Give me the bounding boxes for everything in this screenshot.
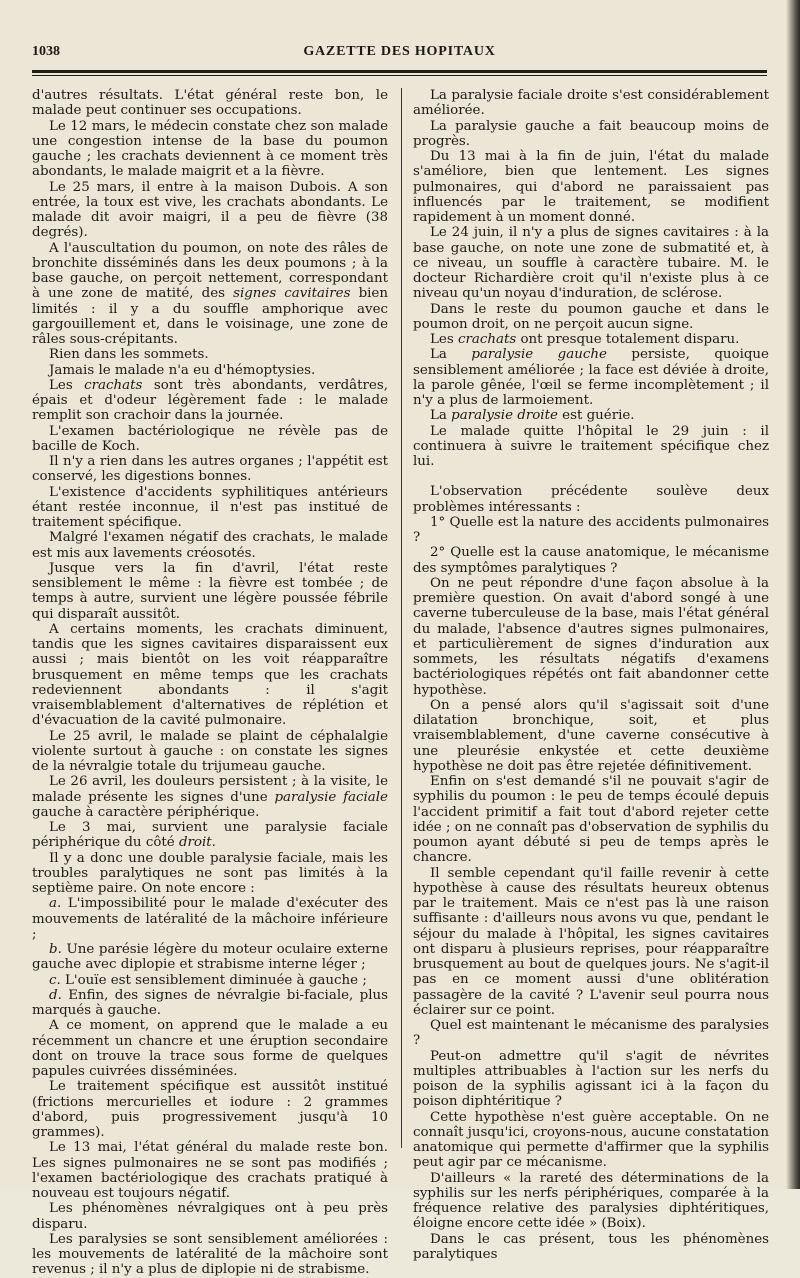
paragraph <box>32 896 388 942</box>
paragraph <box>32 180 388 241</box>
paragraph <box>413 332 769 347</box>
paragraph <box>32 363 388 378</box>
paragraph <box>32 241 388 348</box>
paragraph <box>32 485 388 531</box>
right-column <box>413 88 769 1262</box>
paragraph <box>32 454 388 485</box>
italic-text: crachats <box>457 332 517 347</box>
text-run: Le malade quitte l'hôpital le 29 juin : il continuera à suivre le traitement spécifique chez lui. <box>413 423 769 469</box>
left-column <box>32 88 388 1278</box>
paragraph <box>32 1201 388 1232</box>
paragraph <box>32 973 388 988</box>
text-run: D'ailleurs « la rareté des déterminations de la syphilis sur les nerfs périphériques, comparée à la fréquence relative des paralysies diphtéritiques, éloigne encore cette idée » (Boix). <box>413 1170 769 1232</box>
text-run: Le 13 mai, l'état général du malade reste bon. Les signes pulmonaires ne se sont pas modifiés ; l'examen bactériologique des crachats pratiqué à nouveau est toujours négatif. <box>32 1140 388 1201</box>
paragraph <box>32 378 388 424</box>
paragraph <box>32 1140 388 1201</box>
text-run: ont presque totalement disparu. <box>516 332 740 347</box>
paragraph <box>413 302 769 333</box>
text-run: Le 12 mars, le médecin constate chez son malade une congestion intense de la base du poumon gauche ; les crachats deviennent à ce moment très abondants, le malade maigrit et a la fièvre. <box>32 118 388 180</box>
paragraph <box>413 1232 769 1263</box>
paragraph <box>32 1232 388 1278</box>
text-run: Jusque vers la fin d'avril, l'état reste sensiblement le même : la fièvre est tombée ; de temps à autre, survient une légère poussée fébrile qui disparaît aussitôt. <box>32 560 388 622</box>
text-run: Enfin on s'est demandé s'il ne pouvait s'agir de syphilis du poumon : le peu de temps écoulé depuis l'accident primitif a fait tout d'abord rejeter cette idée ; on ne connaît pas d'observation de syphilis du poumon ayant débuté si peu de temps après le chancre. <box>413 774 769 866</box>
italic-text: b. <box>49 942 62 957</box>
italic-text: droit. <box>178 835 216 851</box>
paragraph <box>413 1110 769 1171</box>
paragraph <box>413 1018 769 1049</box>
paragraph <box>32 820 388 851</box>
text-run: Le 24 juin, il n'y a plus de signes cavitaires : à la base gauche, on note une zone de submatité et, à ce niveau, un souffle à caractère tubaire. M. le docteur Richardière croit qu'il n'existe plus à ce niveau qu'un noyau d'induration, de sclérose. <box>413 225 769 302</box>
paragraph <box>413 408 769 423</box>
text-run: Dans le cas présent, tous les phénomènes paralytiques <box>413 1231 769 1262</box>
text-run: La paralysie gauche a fait beaucoup moins de progrès. <box>413 118 769 149</box>
paragraph <box>32 988 388 1019</box>
paragraph <box>32 942 388 973</box>
text-run: Il semble cependant qu'il faille revenir à cette hypothèse à cause des résultats heureux obtenus par le traitement. Mais ce n'est pas là une raison suffisante : d'ailleurs nous avons vu que, pendant le séjour du malade à l'hôpital, les signes cavitaires ont disparu à plusieurs reprises, pour réapparaître brusquement au bout de quelques jours. Ne s'agit-il pas en ce moment aussi d'une oblitération passagère de la cavité ? L'avenir seul pourra nous éclairer sur ce point. <box>413 865 769 1018</box>
paragraph <box>32 851 388 897</box>
text-run: La <box>430 408 452 424</box>
paragraph <box>413 866 769 1019</box>
text-run: Le 3 mai, survient une paralysie faciale périphérique du côté <box>32 820 388 851</box>
text-run: est guérie. <box>557 408 635 424</box>
paragraph <box>32 530 388 561</box>
page-edge-shadow <box>786 0 800 1189</box>
text-run: Il y a donc une double paralysie faciale, mais les troubles paralytiques ne sont pas limités à la septième paire. On note encore : <box>32 850 388 896</box>
text-run: d'autres résultats. L'état général reste bon, le malade peut continuer ses occupations. <box>32 88 388 119</box>
text-run: 2° Quelle est la cause anatomique, le mécanisme des symptômes paralytiques ? <box>413 545 769 576</box>
text-run: Le traitement spécifique est aussitôt institué (frictions mercurielles et iodure : 2 grammes d'abord, puis progressivement jusqu'à 10 grammes). <box>32 1079 388 1140</box>
text-run: Les <box>49 377 85 393</box>
text-run: Il n'y a rien dans les autres organes ; l'appétit est conservé, les digestions bonnes. <box>32 454 388 485</box>
italic-text: d. <box>49 987 62 1003</box>
paragraph <box>413 1171 769 1232</box>
text-run: Jamais le malade n'a eu d'hémoptysies. <box>49 362 316 378</box>
paragraph <box>413 774 769 866</box>
paragraph <box>32 347 388 362</box>
text-run: L'impossibilité pour le malade d'exécuter des mouvements de latéralité de la mâchoire inférieure ; <box>32 896 388 942</box>
text-run: L'existence d'accidents syphilitiques antérieurs étant restée inconnue, il n'est pas institué de traitement spécifique. <box>32 484 388 530</box>
text-run: L'observation précédente soulève deux problèmes intéressants : <box>413 484 769 515</box>
paragraph <box>413 545 769 576</box>
paragraph <box>413 576 769 698</box>
italic-text: paralysie faciale <box>274 789 388 805</box>
paragraph <box>32 424 388 455</box>
text-run: Cette hypothèse n'est guère acceptable. On ne connaît jusqu'ici, croyons-nous, aucune constatation anatomique qui permette d'affirmer que la syphilis peut agir par ce mécanisme. <box>413 1109 769 1171</box>
text-run: A l'auscultation du poumon, on note des râles de bronchite disséminés dans les deux poumons ; à la base gauche, on perçoit nettement, correspondant à une zone de matité, des <box>32 240 388 302</box>
text-run: Malgré l'examen négatif des crachats, le malade est mis aux lavements créosotés. <box>32 530 388 561</box>
text-run: Le 25 mars, il entre à la maison Dubois. A son entrée, la toux est vive, les crachats abondants. Le malade dit avoir maigri, il a peu de fièvre (38 degrés). <box>32 179 388 241</box>
header-rule-thin <box>32 75 767 76</box>
italic-text: c. <box>49 972 61 988</box>
text-run: L'examen bactériologique ne révèle pas de bacille de Koch. <box>32 423 388 454</box>
text-run: Quel est maintenant le mécanisme des paralysies ? <box>413 1018 769 1049</box>
paragraph <box>413 88 769 119</box>
paragraph <box>32 1079 388 1140</box>
text-run: sont très abondants, verdâtres, épais et d'odeur légèrement fade : le malade remplit son crachoir dans la journée. <box>32 377 388 424</box>
paragraph <box>32 729 388 775</box>
text-run: gauche à caractère périphérique. <box>32 804 260 820</box>
page-number: 1038 <box>32 44 60 59</box>
paragraph <box>32 88 388 119</box>
paragraph <box>413 119 769 150</box>
italic-text: a. <box>49 896 62 912</box>
text-run: Dans le reste du poumon gauche et dans le poumon droit, on ne perçoit aucun signe. <box>413 301 769 332</box>
paragraph <box>32 622 388 729</box>
column-divider <box>401 88 402 1148</box>
text-run: Le 25 avril, le malade se plaint de céphalalgie violente surtout à gauche : on constate les signes de la névralgie totale du trijumeau gauche. <box>32 728 388 774</box>
text-run: Du 13 mai à la fin de juin, l'état du malade s'améliore, bien que lentement. Les signes pulmonaires, qui d'abord ne paraissaient pas influencés par le traitement, se modifient rapidement à un moment donné. <box>413 149 769 225</box>
text-run: Rien dans les sommets. <box>49 347 209 363</box>
italic-text: crachats <box>84 377 143 393</box>
italic-text: paralysie gauche <box>471 347 607 363</box>
text-run: A ce moment, on apprend que le malade a eu récemment un chancre et une éruption secondaire dont on trouve la trace sous forme de quelques papules cuivrées disséminées. <box>32 1018 388 1079</box>
paragraph <box>413 515 769 546</box>
paragraph <box>32 561 388 622</box>
text-run: La paralysie faciale droite s'est considérablement améliorée. <box>413 88 769 119</box>
paragraph <box>413 347 769 408</box>
text-run: Enfin, des signes de névralgie bi-faciale, plus marqués à gauche. <box>32 987 388 1018</box>
paragraph <box>32 774 388 820</box>
text-run: Les phénomènes névralgiques ont à peu près disparu. <box>32 1201 388 1232</box>
text-run: A certains moments, les crachats diminuent, tandis que les signes cavitaires disparaissent eux aussi ; mais bientôt on les voit réapparaître brusquement en même temps que les crachats redeviennent abondants : il s'agit vraisemblablement d'alternatives de réplétion et d'évacuation de la cavité pulmonaire. <box>32 621 388 729</box>
text-run: L'ouïe est sensiblement diminuée à gauche ; <box>60 972 367 988</box>
journal-title: GAZETTE DES HOPITAUX <box>303 44 496 59</box>
paragraph <box>413 149 769 225</box>
page-header <box>32 44 767 64</box>
paragraph <box>413 225 769 301</box>
paragraph <box>413 484 769 515</box>
text-run: On a pensé alors qu'il s'agissait soit d'une dilatation bronchique, soit, et plus vraisemblablement, d'une caverne consécutive à une pleurésie enkystée et cette deuxième hypothèse ne doit pas être rejetée définitivement. <box>413 697 769 774</box>
paragraph <box>413 698 769 774</box>
text-run: Les paralysies se sont sensiblement améliorées : les mouvements de latéralité de la mâchoire sont revenus ; il n'y a plus de diplopie ni de strabisme. <box>32 1231 388 1278</box>
text-run: persiste, quoique sensiblement améliorée ; la face est déviée à droite, la parole gênée, l'œil se ferme incomplètement ; il n'y a plus de larmoiement. <box>413 347 769 408</box>
text-run: 1° Quelle est la nature des accidents pulmonaires ? <box>413 514 769 545</box>
text-run: Le 26 avril, les douleurs persistent ; à la visite, le malade présente les signes d'une <box>32 774 388 805</box>
paragraph <box>413 1049 769 1110</box>
paragraph <box>32 119 388 180</box>
paragraph <box>32 1018 388 1079</box>
italic-text: paralysie droite <box>451 408 558 424</box>
text-run: Une parésie légère du moteur oculaire externe gauche avec diplopie et strabisme interne léger ; <box>32 942 388 973</box>
text-run: La <box>430 347 472 363</box>
text-run: On ne peut répondre d'une façon absolue à la première question. On avait d'abord songé à une caverne tuberculeuse de la base, mais l'état général du malade, l'absence d'autres signes pulmonaires, et particulièrement de signes d'induration aux sommets, les résultats négatifs d'examens bactériologiques répétés ont fait abandonner cette hypothèse. <box>413 575 769 698</box>
text-run: bien limités : il y a du souffle amphorique avec gargouillement et, dans le voisinage, une zone de râles sous-crépitants. <box>32 286 388 347</box>
italic-text: signes cavitaires <box>233 286 351 302</box>
paragraph <box>413 424 769 470</box>
text-run: Peut-on admettre qu'il s'agit de névrites multiples attribuables à l'action sur les nerfs du poison de la syphilis agissant ici à la façon du poison diphtéritique ? <box>413 1048 769 1110</box>
header-rule-thick <box>32 70 767 73</box>
text-run: Les <box>430 332 458 347</box>
